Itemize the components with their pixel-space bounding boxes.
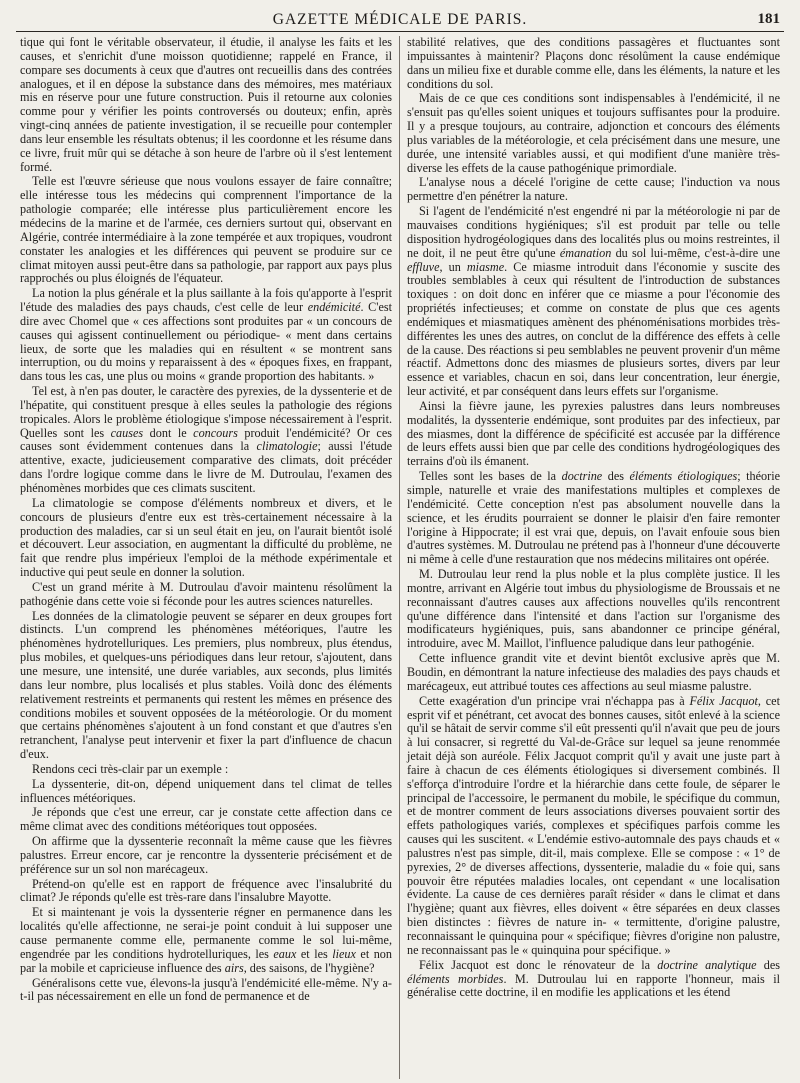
paragraph: Et si maintenant je vois la dyssenterie régner en permanence dans les localités qu'elle affectionne, ne serai-je point conduit à lui supposer une cause permanente comme elle, permanente comme le sol lui-même, engendrée par les conditions hydrotelluriques, les eaux et les lieux et non par la mobile et capricieuse influence des airs, des saisons, de l'hygiène? — [20, 905, 392, 975]
paragraph: Rendons ceci très-clair par un exemple : — [32, 761, 229, 776]
page-number: 181 — [757, 11, 780, 27]
paragraph: La dyssenterie, dit-on, dépend uniquement dans tel climat de telles influences météoriques. — [20, 776, 392, 805]
paragraph: C'est un grand mérite à M. Dutroulau d'avoir maintenu résolûment la pathogénie dans cette voie si féconde pour les autres sciences naturelles. — [20, 579, 392, 608]
paragraph: Cette exagération d'un principe vrai n'échappa pas à Félix Jacquot, cet esprit vif et pénétrant, cet avocat des bonnes causes, sitôt enlevé à la science qu'il se hâtait de servir comme s'il eût pressenti qu'il n'avait que peu de jours à lui consacrer, si regretté du Val-de-Grâce sur lequel sa jeune renommée jetait déjà son auréole. Félix Jacquot comprit qu'il y avait une juste part à faire à chacun de ces éléments étiologiques si diversement combinés. Il s'efforça d'introduire l'ordre et la hiérarchie dans cette foule, de séparer le principal de l'accessoire, le permanent du mobile, le spécifique du commun, et de montrer comment de leurs associations diverses pouvaient sortir des effets pathologiques variés, complexes et spécifiques parfois comme les causes qui les suscitent. « L'endémie estivo-automnale des pays chauds et « palustres n'est pas simple, dit-il, mais complexe. Elle se compose : « 1° de pyrexies, 2° de diverses affections, dyssenterie, maladie du « foie qui, sans pouvoir être réputées maladies locales, ont cependant « une localisation évidente. La cause de ces dernières paraît résider « dans le climat et dans l'hygiène; quant aux fièvres, elles doivent « être séparées en deux classes bien distinctes : fièvres de nature in- « termittente, d'origine palustre, reconnaissant le quinquina pour « spécifique; fièvres d'origine non palustre, ne reconnaissant pas le « quinquina pour spécifique. » — [407, 693, 780, 957]
paragraph: Les données de la climatologie peuvent se séparer en deux groupes fort distincts. L'un comprend les phénomènes météoriques, l'autre les phénomènes hydrotelluriques. Les premiers, plus nombreux, plus étendus, plus mobiles, et quelques-uns périodiques dans leur retour, s'ajoutent, dans une mesure, une intensité, une durée variables, aux seconds, plus limités dans leur nombre, plus localisés et plus stables. Voilà donc des éléments relativement restreints et permanents qui restent les mêmes en présence des conditions mobiles et souvent opposées de la météorologie. Or du moment que certains phénomènes s'ajoutent à un fond constant et que d'autres s'en retranchent, l'analyse peut intervenir et fixer la part d'influence de chacun d'eux. — [20, 608, 392, 762]
paragraph: tique qui font le véritable observateur, il étudie, il analyse les faits et les causes, et s'enrichit d'une moisson quotidienne; rappelé en France, il compare ses documents à ceux que d'autres ont recueillis dans des contrées analogues, et il en dépose la substance dans des mémoires, mes matériaux mis en réserve pour une future construction. Puis il retourne aux colonies comme pour y vérifier les points controversés ou douteux; enfin, après vingt-cinq années de patiente investigation, il se recueille pour contempler dans leur ensemble les résultats obtenus; il les coordonne et les résume dans ce livre, fruit mûr qui se détache à son heure de l'arbre où il s'est lentement formé. — [20, 36, 392, 174]
journal-title: GAZETTE MÉDICALE DE PARIS. — [272, 11, 528, 28]
paragraph: Si l'agent de l'endémicité n'est engendré ni par la météorologie ni par de mauvaises conditions hygiéniques; s'il est produit par telle ou telle disposition hydrogéologiques dans des localités plus ou moins restreintes, il ne doit, il ne peut être qu'une émanation du sol lui-même, c'est-à-dire une effluve, un miasme. Ce miasme introduit dans l'économie y suscite des troubles semblables à ceux qui résultent de l'introduction de substances toxiques : on doit donc en inférer que ce miasme a pour l'économie des propriétés infectieuses; et comme on constate de plus que ces agents endémiques et miasmatiques amènent des phénoménisations morbides très-différentes les unes des autres, on conclut de la différence des effets à celle de la cause. Des réactions si peu semblables ne peuvent provenir d'un même réactif. Admettons donc des miasmes de plusieurs sortes, divers par leur essence et variables, chacun en soi, dans leur concentration, leur énergie, leur activité, et par conséquent dans leurs effets sur l'organisme. — [407, 204, 781, 399]
paragraph: Ainsi la fièvre jaune, les pyrexies palustres dans leurs nombreuses modalités, la dyssenterie endémique, sont produites par des infectieux, par des miasmes, dont la différence de spécificité est accusée par la différence de leurs effets aussi bien que par celle des conditions hydrogéologiques des terrains d'où ils émanent. — [407, 398, 780, 469]
paragraph: M. Dutroulau leur rend la plus noble et la plus complète justice. Il les montre, arrivant en Algérie tout imbus du physiologisme de Broussais et ne reconnaissant d'autres causes aux affections nouvelles qu'ils rencontrent qu'une différence dans l'intensité et dans l'action sur l'organisme des modificateurs hygiéniques, puis, sans abandonner ce principe général, introduire, avec M. Maillot, l'influence paludique dans leur pathogénie. — [407, 567, 780, 651]
paragraph: Mais de ce que ces conditions sont indispensables à l'endémicité, il ne s'ensuit pas qu'elles soient uniques et toujours suffisantes pour la produire. Il y a presque toujours, au contraire, adjonction et concours des éléments plus variables de la météorologie, et cela précisément dans une mesure, une durée, une intensité variables aussi, et qui modifient d'une manière très-diverse les effets de la cause pathogénique primordiale. — [407, 91, 780, 175]
paragraph: L'analyse nous a décelé l'origine de cette cause; l'induction va nous permettre d'en pénétrer la nature. — [407, 175, 780, 204]
paragraph: Telle est l'œuvre sérieuse que nous voulons essayer de faire connaître; elle intéresse tous les médecins qui comprennent l'importance de la pathologie comparée; elle intéresse plus particulièrement encore les médecins de la marine et de l'armée, ces derniers surtout qui, observant en Algérie, contrée intermédiaire à la zone tempérée et aux tropiques, voudront constater les analogies et les différences qui peuvent se produire sur ce climat mitoyen aussi peut-être dans sa pathologie, par rapport aux pays plus rapprochés ou plus éloignés de l'équateur. — [20, 174, 392, 286]
left-column — [16, 36, 400, 1079]
page-header — [16, 0, 784, 32]
paragraph: Prétend-on qu'elle est en rapport de fréquence avec l'insalubrité du climat? Je réponds qu'elle est très-rare dans l'insalubre Mayotte. — [20, 876, 392, 905]
text-columns — [16, 36, 784, 1079]
paragraph: Telles sont les bases de la doctrine des éléments étiologiques; théorie simple, naturelle et vraie des manifestations multiples et complexes de l'endémicité. Cette conception n'est pas absolument nouvelle dans la science, et les érudits pourraient se donner le plaisir d'en faire remonter l'origine à Hippocrate; il est vrai que, depuis, on l'avait enfouie sous bien d'autres systèmes. M. Dutroulau ne prétend pas à l'honneur d'une découverte ni même à celle d'une restauration que nos médecins militaires ont opérée. — [407, 469, 780, 567]
right-column — [400, 36, 784, 1079]
paragraph: Je réponds que c'est une erreur, car je constate cette affection dans ce même climat avec des conditions météoriques tout opposées. — [20, 805, 392, 834]
paragraph: On affirme que la dyssenterie reconnaît la même cause que les fièvres palustres. Erreur encore, car je rencontre la dyssenterie précisément et de préférence sur un sol non marécageux. — [20, 834, 392, 876]
paragraph: Cette influence grandit vite et devint bientôt exclusive après que M. Boudin, en démontrant la nature infectieuse des maladies des pays chauds et marécageux, eut attribué toutes ces affections au seul miasme palustre. — [407, 651, 780, 693]
paragraph: stabilité relatives, que des conditions passagères et fluctuantes sont impuissantes à maintenir? Plaçons donc résolûment la cause endémique dans un milieu fixe et durable comme elle, dans les éléments, la nature et les conditions du sol. — [407, 36, 780, 91]
paragraph: Généralisons cette vue, élevons-la jusqu'à l'endémicité elle-même. N'y a-t-il pas nécessairement en elle un fond de permanence et de — [20, 975, 392, 1004]
paragraph: Tel est, à n'en pas douter, le caractère des pyrexies, de la dyssenterie et de l'hépatite, qui constituent presque à elles seules la pathologie des régions tropicales. Alors le problème étiologique s'impose nécessairement à l'esprit. Quelles sont les causes dont le concours produit l'endémicité? Or ces causes sont évidemment contenues dans la climatologie; aussi l'étude attentive, exacte, judicieusement comparative des climats, doit précéder dans l'ordre logique comme dans le livre de M. Dutroulau, l'examen des phénomènes morbides que ces climats suscitent. — [20, 384, 392, 495]
paragraph: Félix Jacquot est donc le rénovateur de la doctrine analytique des éléments morbides. M. Dutroulau lui en rapporte l'honneur, mais il généralise cette doctrine, il en modifie les applications et les étend — [407, 957, 781, 1000]
paragraph: La climatologie se compose d'éléments nombreux et divers, et le concours de plusieurs d'entre eux est très-certainement nécessaire à la production des maladies, car si un seul était en jeu, on l'aurait bientôt isolé et découvert. Leur association, en augmentant la difficulté du problème, ne fait que rendre plus impérieux l'emploi de la méthode expérimentale et inductive qui peut seule en donner la solution. — [20, 495, 392, 580]
paragraph: La notion la plus générale et la plus saillante à la fois qu'apporte à l'esprit l'étude des maladies des pays chauds, c'est celle de leur endémicité. C'est dire avec Chomel que « ces affections sont produites par « un concours de causes qui agissent continuellement ou périodique- « ment dans certains lieux, de sorte que les maladies qui en résultent « se montrent sans interruption, ou du moins y reparaissent à des « époques fixes, en frappant, dans tous les cas, une plus ou moins « grande proportion des habitants. » — [20, 286, 393, 384]
